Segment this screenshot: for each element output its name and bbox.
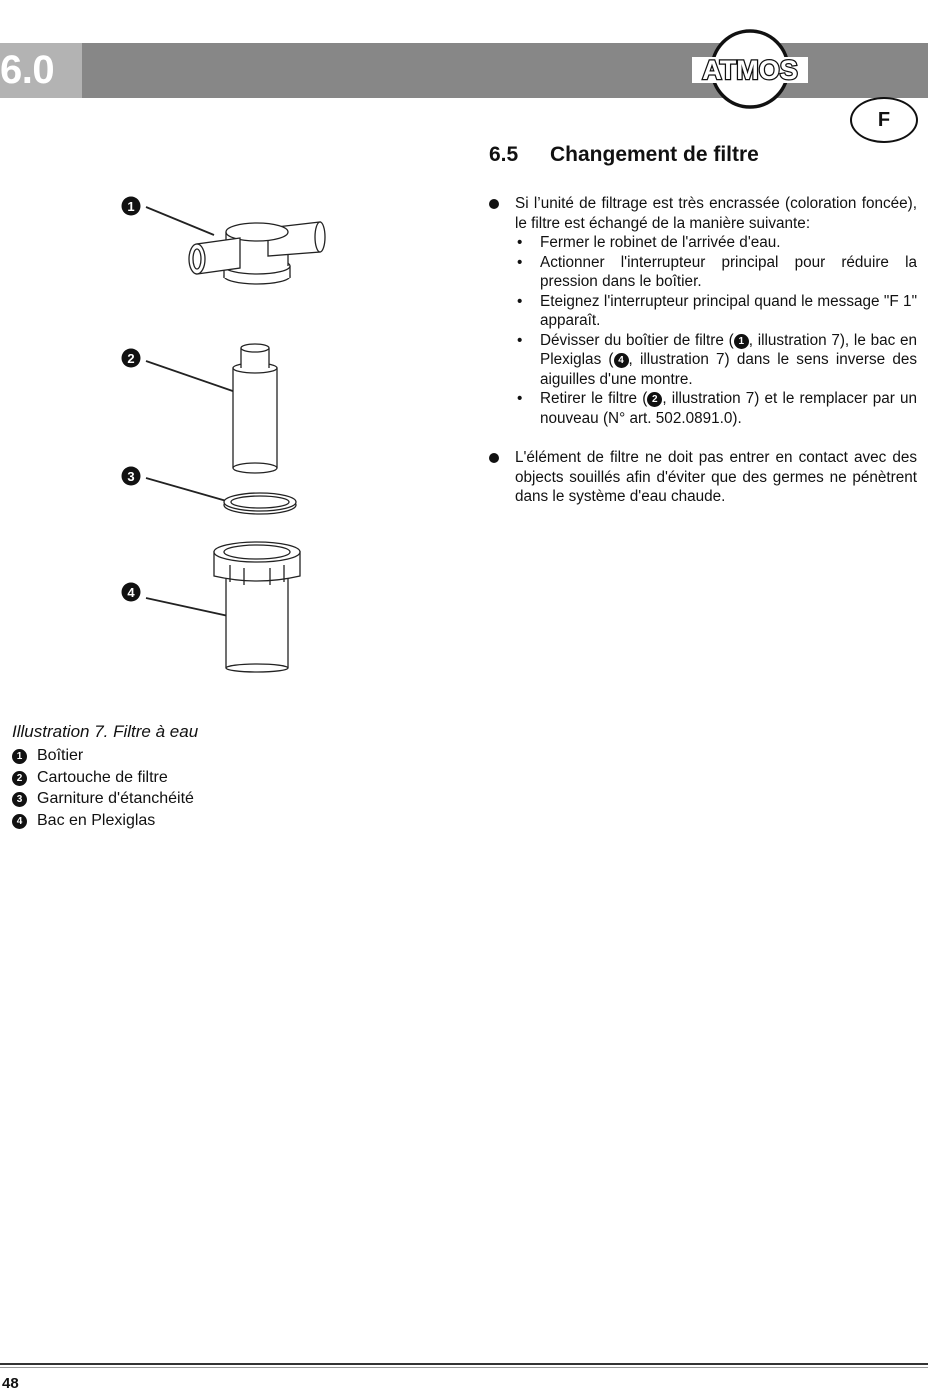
chapter-number-box [0,43,82,98]
bullet-item [489,448,917,507]
item-number-icon: 3 [12,792,27,807]
caption-title: Illustration 7. Filtre à eau [12,722,199,741]
page-number: 48 [2,1375,19,1392]
caption-item: 4 Bac en Plexiglas [12,810,198,832]
caption-item: 3 Garniture d'étanchéité [12,788,198,810]
reference-number-icon: 4 [614,353,629,368]
atmos-logo [690,28,810,110]
item-number-icon: 2 [12,771,27,786]
item-number-icon: 1 [12,749,27,764]
bullet-text: Si l’unité de filtrage est très encrassée (coloration foncée), le filtre est échangé de la manière suivante: [515,195,917,232]
housing-part [189,222,325,284]
reference-number-icon: 1 [734,334,749,349]
caption-item: 1 Boîtier [12,745,198,767]
reference-number-icon: 2 [647,392,662,407]
section-title-text: Changement de filtre [550,143,759,166]
logo-text: ATMOS [702,55,798,85]
sub-item: • Eteignez l'interrupteur principal quand le message "F 1" apparaît. [517,292,917,329]
callout-3-label: 3 [127,469,135,484]
illustration-caption [12,722,198,831]
sub-item: • Actionner l'interrupteur principal pour réduire la pression dans le boîtier. [517,253,917,290]
bullet-text: L'élément de filtre ne doit pas entrer en contact avec des objects souillés afin d'éviter que des germes ne pénètrent dans le système d'eau chaude. [515,449,917,505]
bullet-item [489,194,917,428]
bowl-part [214,542,300,672]
sub-item: • Dévisser du boîtier de filtre ( 1 , illustration 7), le bac en Plexiglas ( 4 , illustration 7) dans le sens inverse des aiguilles d'une montre. [517,331,917,388]
section-title [489,143,759,167]
section-number: 6.5 [489,143,519,166]
item-number-icon: 4 [12,814,27,829]
footer-rule-thin [0,1367,928,1368]
sub-bullet-icon: • [517,331,523,349]
bullet-dot-icon [489,453,499,463]
language-badge: F [850,97,918,143]
callout-3-leader [146,478,230,502]
sub-bullet-icon: • [517,292,523,310]
callout-1-leader [146,207,214,235]
sub-bullet-icon: • [517,390,523,407]
sub-item: • Fermer le robinet de l'arrivée d'eau. [517,234,781,251]
callout-2-label: 2 [127,351,135,366]
chapter-number: 6.0 [0,48,55,92]
sub-bullet-icon: • [517,253,523,271]
cartridge-part [233,344,277,473]
footer-rule [0,1363,928,1365]
sub-bullet-icon: • [517,234,523,251]
caption-item: 2 Cartouche de filtre [12,767,198,789]
instructions [489,194,917,527]
bullet-dot-icon [489,199,499,209]
callout-4-label: 4 [127,585,135,600]
gasket-part [224,493,296,514]
sub-item: • Retirer le filtre ( 2 , illustration 7) et le remplacer par un nouveau (N° art. 502.0891.0). [517,390,918,427]
filter-illustration [100,180,360,680]
callout-1-label: 1 [127,199,135,214]
